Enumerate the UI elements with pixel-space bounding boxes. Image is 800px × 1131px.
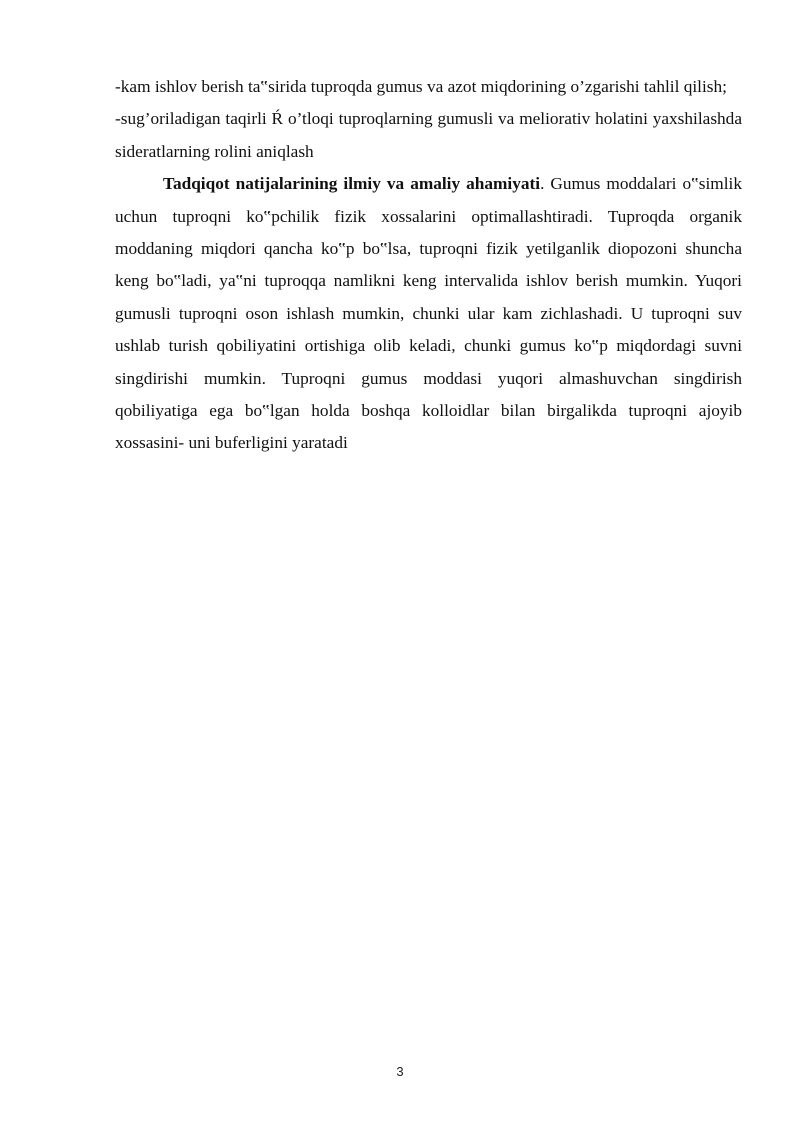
significance-body: Gumus moddalari o‟simlik uchun tuproqni ko‟pchilik fizik xossalarini optimallashtiradi. Tuproqda organik moddaning miqdori qancha ko‟p bo‟lsa, tuproqni fizik yetilganlik diopozoni shuncha keng bo‟ladi, ya‟ni tuproqqa namlikni keng intervalida ishlov berish mumkin. Yuqori gumusli tuproqni oson ishlash mumkin, chunki ular kam zichlashadi. U tuproqni suv ushlab turish qobiliyatini ortishiga olib keladi, chunki gumus ko‟p miqdordagi suvni singdirishi mumkin. Tuproqni gumus moddasi yuqori almashuvchan singdirish qobiliyatiga ega bo‟lgan holda boshqa kolloidlar bilan birgalikda tuproqni ajoyib xossasini- uni buferligini yaratadi [115, 174, 742, 453]
significance-heading: Tadqiqot natijalarining ilmiy va amaliy ahamiyati [163, 174, 541, 194]
bullet-paragraph-humus-nitrogen: -kam ishlov berish ta‟sirida tuproqda gumus va azot miqdorining o’zgarishi tahlil qilish; [115, 77, 727, 96]
significance-heading-period: . [540, 174, 545, 194]
bullet-paragraph-siderates: -sug’oriladigan taqirli Ŕ o’tloqi tuproqlarning gumusli va meliorativ holatini yaxshilashda sideratlarning rolini aniqlash [115, 109, 742, 161]
page-body [115, 71, 742, 460]
page-number: 3 [396, 1064, 404, 1079]
significance-paragraph [115, 168, 742, 460]
